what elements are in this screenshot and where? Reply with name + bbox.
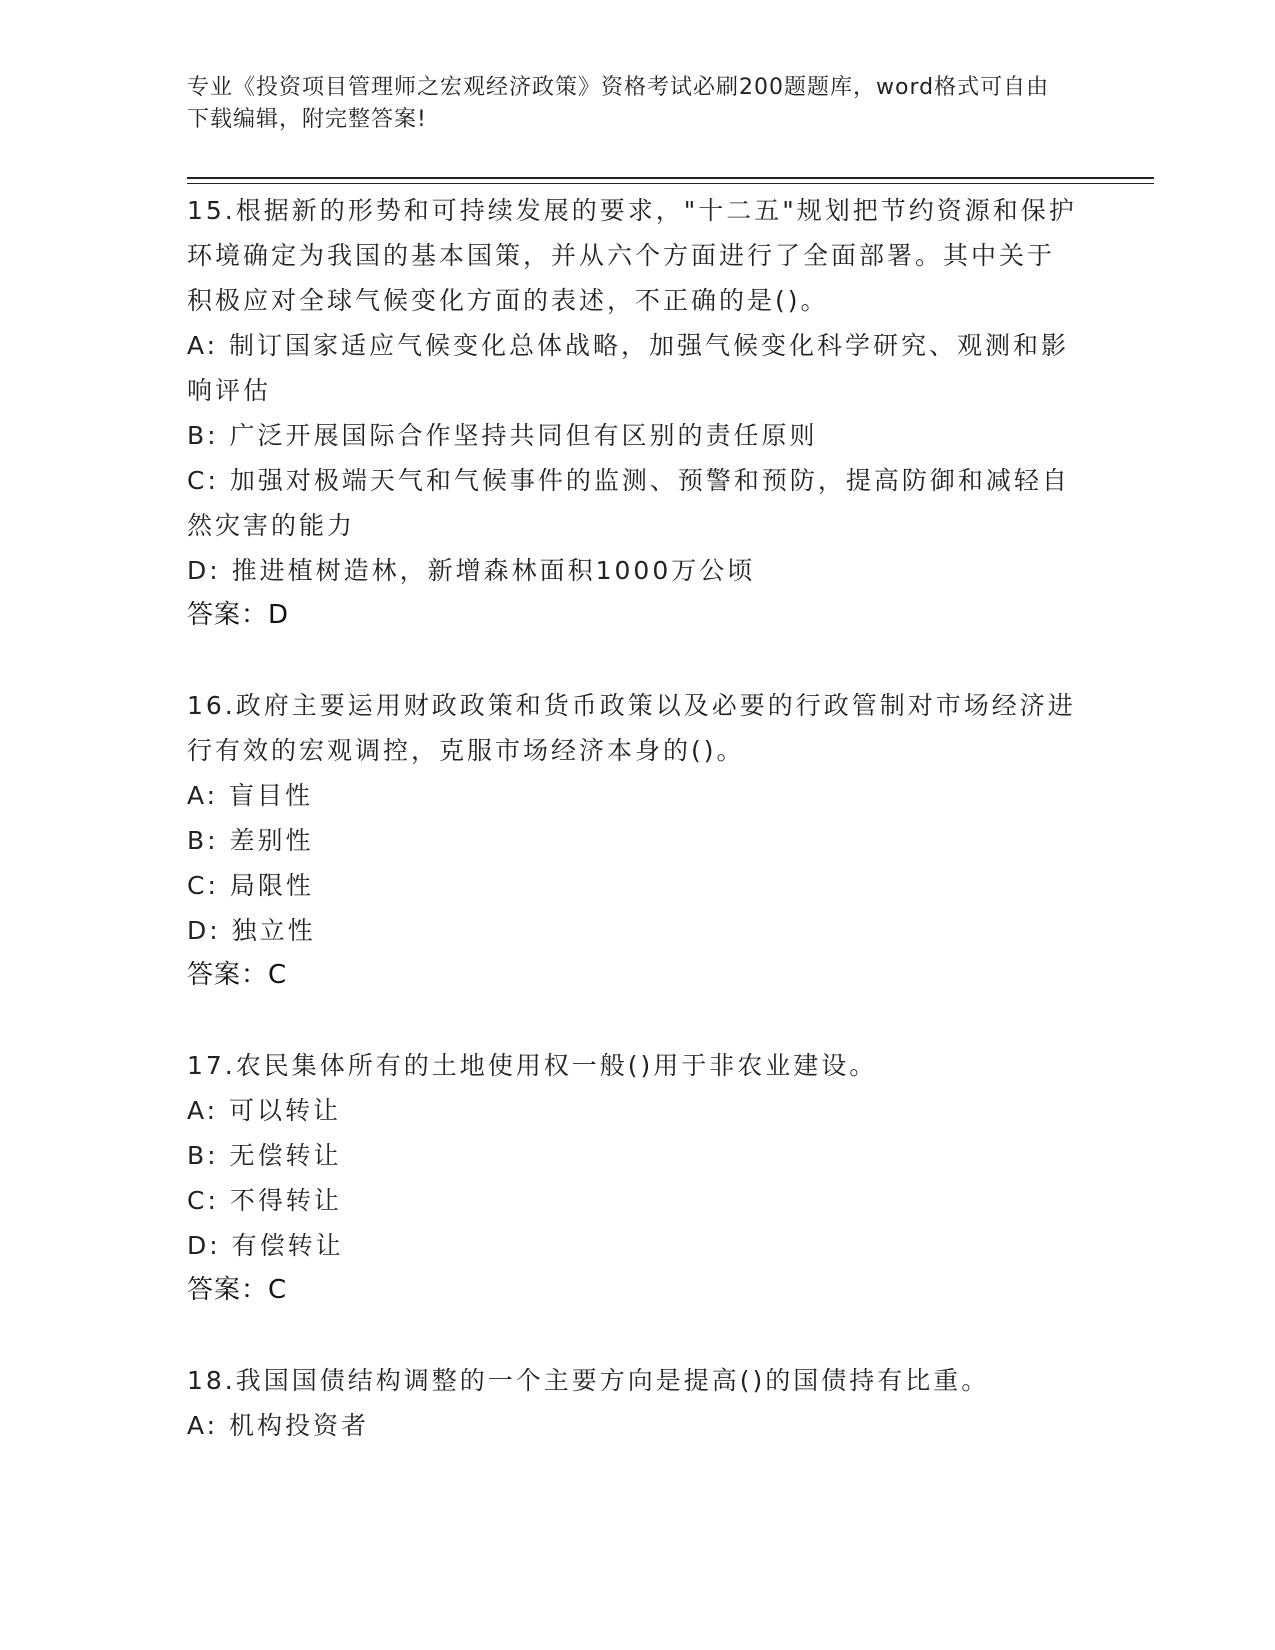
option-b: B: 差别性: [187, 826, 314, 855]
answer-label: 答案：C: [187, 960, 288, 990]
header-divider-thick: [187, 177, 1154, 179]
option-d: D: 推进植树造林，新增森林面积1000万公顷: [187, 556, 756, 585]
answer-label: 答案：D: [187, 600, 290, 630]
option-a: A: 盲目性: [187, 781, 314, 810]
answer-label: 答案：C: [187, 1275, 288, 1305]
option-d: D: 有偿转让: [187, 1231, 344, 1260]
option-c: C: 局限性: [187, 871, 314, 900]
question-stem: 15.根据新的形势和可持续发展的要求，"十二五"规划把节约资源和保护环境确定为我国的基本国策，并从六个方面进行了全面部署。其中关于积极应对全球气候变化方面的表述，不正确的是()。: [187, 196, 1077, 315]
option-d: D: 独立性: [187, 916, 316, 945]
question-16: [187, 683, 1077, 998]
question-15: [187, 188, 1077, 638]
option-b: B: 广泛开展国际合作坚持共同但有区别的责任原则: [187, 421, 818, 450]
question-stem: 17.农民集体所有的土地使用权一般()用于非农业建设。: [187, 1051, 878, 1080]
option-b: B: 无偿转让: [187, 1141, 342, 1170]
question-stem: 16.政府主要运用财政政策和货币政策以及必要的行政管制对市场经济进行有效的宏观调控，克服市场经济本身的()。: [187, 691, 1076, 765]
option-a: A: 可以转让: [187, 1096, 342, 1125]
header-divider-thin: [187, 183, 1154, 184]
question-list: [187, 188, 1077, 1493]
question-18: [187, 1358, 1077, 1448]
option-a: A: 机构投资者: [187, 1411, 370, 1440]
option-c: C: 不得转让: [187, 1186, 342, 1215]
question-17: [187, 1043, 1077, 1313]
option-c: C: 加强对极端天气和气候事件的监测、预警和预防，提高防御和减轻自然灾害的能力: [187, 466, 1070, 540]
question-stem: 18.我国国债结构调整的一个主要方向是提高()的国债持有比重。: [187, 1366, 990, 1395]
option-a: A: 制订国家适应气候变化总体战略，加强气候变化科学研究、观测和影响评估: [187, 331, 1070, 405]
document-header: 专业《投资项目管理师之宏观经济政策》资格考试必刷200题题库，word格式可自由下载编辑，附完整答案!: [187, 75, 1050, 132]
